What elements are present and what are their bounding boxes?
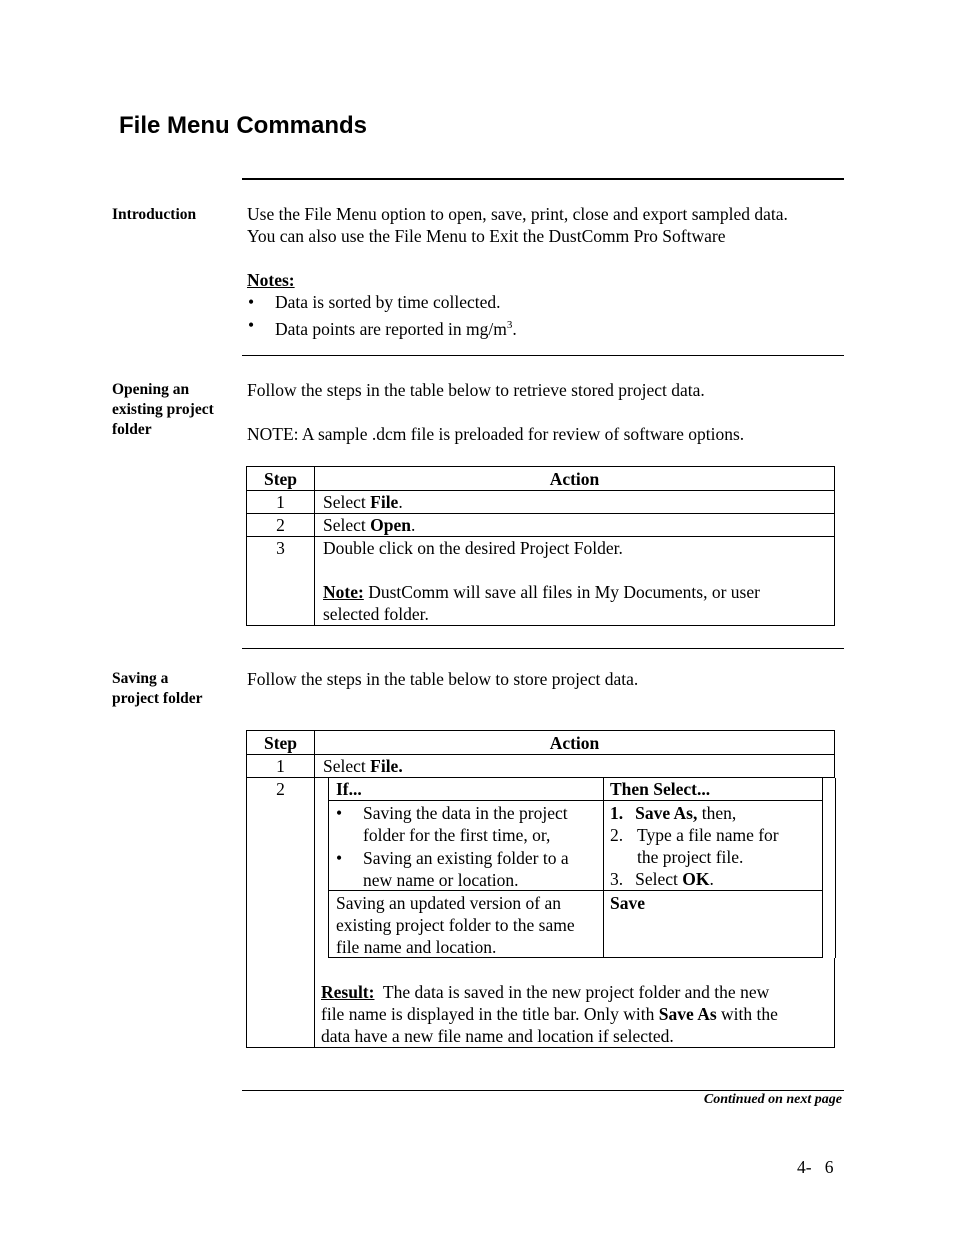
table-header-action: Action <box>549 469 600 489</box>
introduction-line-2: You can also use the File Menu to Exit the DustComm Pro Software <box>247 226 726 246</box>
bullet-dot-icon: • <box>336 803 343 823</box>
then-step-2: 2. Type a file name for the project file. <box>610 825 779 867</box>
saving-intro: Follow the steps in the table below to store project data. <box>247 669 639 689</box>
continued-note: Continued on next page <box>703 1092 842 1107</box>
section-rule-2 <box>242 355 844 356</box>
if-row-2: Saving an updated version of an existing project folder to the same file name and location. <box>336 893 575 957</box>
table-row-step: 3 <box>276 538 285 558</box>
table-row-step: 2 <box>276 779 285 799</box>
opening-note: NOTE: A sample .dcm file is preloaded for review of software options. <box>247 424 745 444</box>
bullet-dot-icon: • <box>248 315 255 335</box>
table-row-action: Select File. <box>323 492 403 512</box>
table-row-action: Double click on the desired Project Folder. <box>323 538 623 558</box>
result-note: Result: The data is saved in the new project folder and the new file name is displayed in the title bar. Only with Save As with the data have a new file name and location if selected. <box>321 982 778 1046</box>
table-header-step: Step <box>263 469 298 489</box>
if-bullet-1: • Saving the data in the project folder for the first time, or, <box>336 803 568 845</box>
table-row-step: 1 <box>276 492 285 512</box>
bullet-dot-icon: • <box>336 848 343 868</box>
then-step-3: 3. Select OK. <box>610 869 714 889</box>
table-header-action: Action <box>549 733 600 753</box>
nested-header-if: If... <box>336 779 362 799</box>
bullet-dot-icon: • <box>248 292 255 312</box>
section-rule-top <box>242 178 844 180</box>
table-header-step: Step <box>263 733 298 753</box>
table-row-step: 1 <box>276 756 285 776</box>
if-bullet-2: • Saving an existing folder to a new name or location. <box>336 848 569 890</box>
page-title: File Menu Commands <box>119 112 368 139</box>
notes-heading: Notes: <box>247 270 295 290</box>
page-number: 4- 6 <box>797 1157 834 1177</box>
table-row-action: Select File. <box>323 756 403 776</box>
nested-header-then: Then Select... <box>610 779 711 799</box>
opening-intro: Follow the steps in the table below to retrieve stored project data. <box>247 380 705 400</box>
opening-label: Opening an existing project folder <box>112 381 214 438</box>
table-row-note: Note: DustComm will save all files in My Documents, or user <box>323 582 760 602</box>
table-row-step: 2 <box>276 515 285 535</box>
introduction-line-1: Use the File Menu option to open, save, print, close and export sampled data. <box>247 204 788 224</box>
then-step-1: 1. Save As, then, <box>610 803 737 823</box>
saving-label: Saving a project folder <box>112 670 203 707</box>
table-row-note-cont: selected folder. <box>323 604 429 624</box>
section-rule-3 <box>242 648 844 649</box>
table-row-action: Select Open. <box>323 515 416 535</box>
section-rule-bottom <box>242 1090 844 1091</box>
then-row-2: Save <box>610 893 645 913</box>
introduction-label: Introduction <box>112 206 197 223</box>
